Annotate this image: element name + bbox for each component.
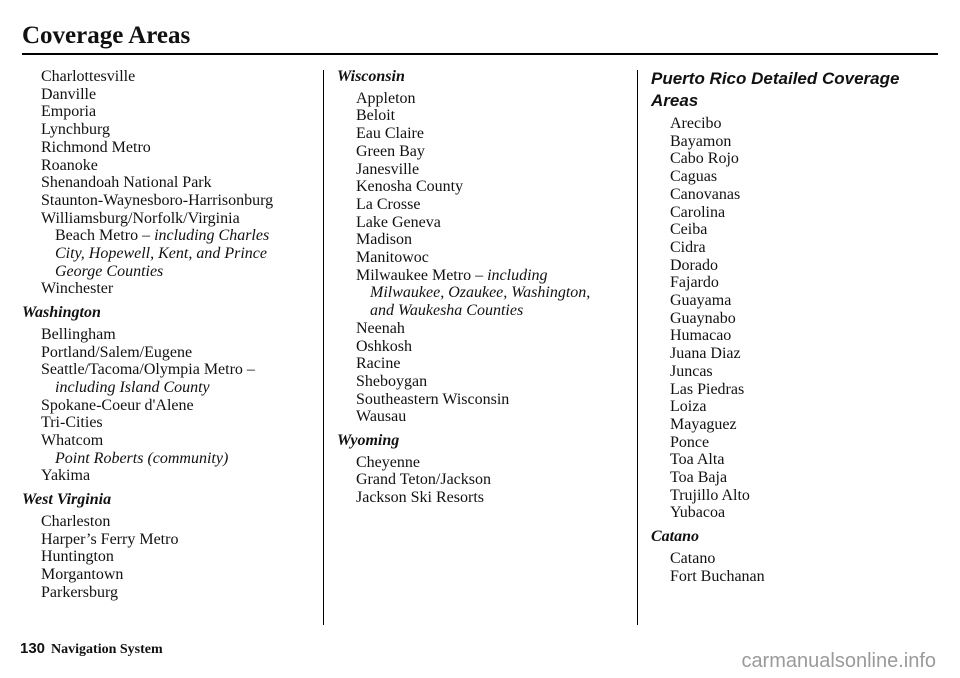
list-item: Shenandoah National Park [41,174,212,192]
section-heading-line: Puerto Rico Detailed Coverage [651,69,900,88]
list-item: Richmond Metro [41,138,151,156]
column-2 [337,68,627,507]
state-heading-west-virginia: West Virginia [22,491,112,509]
beach-metro-label: Beach Metro [55,227,139,245]
milwaukee-note: including [487,266,548,284]
footer-label: Navigation System [51,642,163,657]
list-item: Catano [670,549,716,567]
list-item: Green Bay [356,142,425,160]
list-item: Yubacoa [670,504,726,522]
list-item: Winchester [41,280,114,298]
dash: – [138,227,155,245]
list-item: Staunton-Waynesboro-Harrisonburg [41,191,274,209]
list-item: Southeastern Wisconsin [356,390,510,408]
list-item: Cheyenne [356,453,420,471]
state-heading-washington: Washington [22,304,101,322]
list-item: Racine [356,355,401,373]
list-item: Appleton [356,89,416,107]
list-item: Fajardo [670,274,719,292]
title-divider [22,53,938,55]
list-item: Las Piedras [670,380,745,398]
list-item: Sheboygan [356,372,428,390]
catano-list [651,550,941,585]
list-item-note: George Counties [55,262,164,280]
list-item: Cidra [670,238,706,256]
column-divider-1 [323,70,324,625]
list-item: Huntington [41,548,114,566]
list-item: Beloit [356,107,396,125]
list-item: Humacao [670,327,732,345]
list-item [337,267,627,285]
list-item: Whatcom [41,432,104,450]
list-item: Spokane-Coeur d'Alene [41,396,194,414]
list-item: Trujillo Alto [670,486,750,504]
list-item-note: including Island County [55,378,210,396]
column-3 [651,68,941,585]
list-item: Cabo Rojo [670,150,739,168]
list-item: Juncas [670,362,713,380]
list-item: Morgantown [41,565,124,583]
state-heading-wisconsin: Wisconsin [337,68,405,85]
virginia-list [22,68,312,298]
list-item: Jackson Ski Resorts [356,489,484,507]
list-item: Danville [41,85,97,103]
list-item: Tri-Cities [41,414,103,432]
watermark: carmanualsonline.info [741,650,936,672]
list-item: Janesville [356,160,420,178]
list-item: Emporia [41,103,97,121]
list-item: Lake Geneva [356,213,441,231]
list-item: Toa Alta [670,451,725,469]
list-item: Toa Baja [670,469,728,487]
section-heading-line: Areas [651,91,699,110]
list-item: Neenah [356,319,405,337]
list-item: Guaynabo [670,309,736,327]
beach-metro-note: including Charles [154,227,270,245]
list-item: Dorado [670,256,718,274]
list-item: Bayamon [670,132,732,150]
list-item: Harper’s Ferry Metro [41,530,179,548]
list-item: Williamsburg/Norfolk/Virginia [41,209,240,227]
list-item: Portland/Salem/Eugene [41,343,193,361]
list-item: Loiza [670,398,707,416]
list-item: Canovanas [670,185,741,203]
column-divider-2 [637,70,638,625]
page-title: Coverage Areas [22,22,191,49]
list-item-continuation [22,227,312,245]
list-item: Fort Buchanan [670,567,765,585]
list-item: Bellingham [41,325,116,343]
list-item: Ceiba [670,221,708,239]
list-item: Seattle/Tacoma/Olympia Metro – [41,361,255,379]
list-item: Yakima [41,467,91,485]
puerto-rico-list [651,115,941,522]
section-heading-puerto-rico [651,68,941,112]
list-item-note: Point Roberts (community) [55,449,229,467]
list-item: Parkersburg [41,583,119,601]
washington-list [22,326,312,485]
list-item: Mayaguez [670,415,737,433]
list-item: Roanoke [41,156,98,174]
list-item-note: and Waukesha Counties [370,302,524,320]
list-item: Grand Teton/Jackson [356,471,491,489]
list-item-note: Milwaukee, Ozaukee, Washington, [370,284,591,302]
list-item: La Crosse [356,195,421,213]
state-heading-wyoming: Wyoming [337,432,400,450]
list-item: Carolina [670,203,726,221]
list-item: Arecibo [670,115,722,132]
list-item: Manitowoc [356,249,429,267]
list-item: Charleston [41,512,111,530]
list-item: Wausau [356,408,407,426]
list-item: Caguas [670,168,718,186]
wyoming-list [337,454,627,507]
list-item: Eau Claire [356,125,424,143]
wisconsin-list [337,90,627,426]
state-heading-catano: Catano [651,528,700,546]
list-item: Guayama [670,292,732,310]
column-1 [22,68,312,601]
list-item: Ponce [670,433,710,451]
list-item: Juana Diaz [670,345,741,363]
list-item: Oshkosh [356,337,413,355]
dash: – [471,266,488,284]
page-footer [20,640,163,658]
list-item: Madison [356,231,412,249]
list-item: Lynchburg [41,121,111,139]
list-item-note: City, Hopewell, Kent, and Prince [55,245,267,263]
milwaukee-label: Milwaukee Metro [356,266,472,284]
list-item: Kenosha County [356,178,464,196]
west-virginia-list [22,513,312,602]
page-number: 130 [20,640,46,657]
list-item: Charlottesville [41,68,136,85]
